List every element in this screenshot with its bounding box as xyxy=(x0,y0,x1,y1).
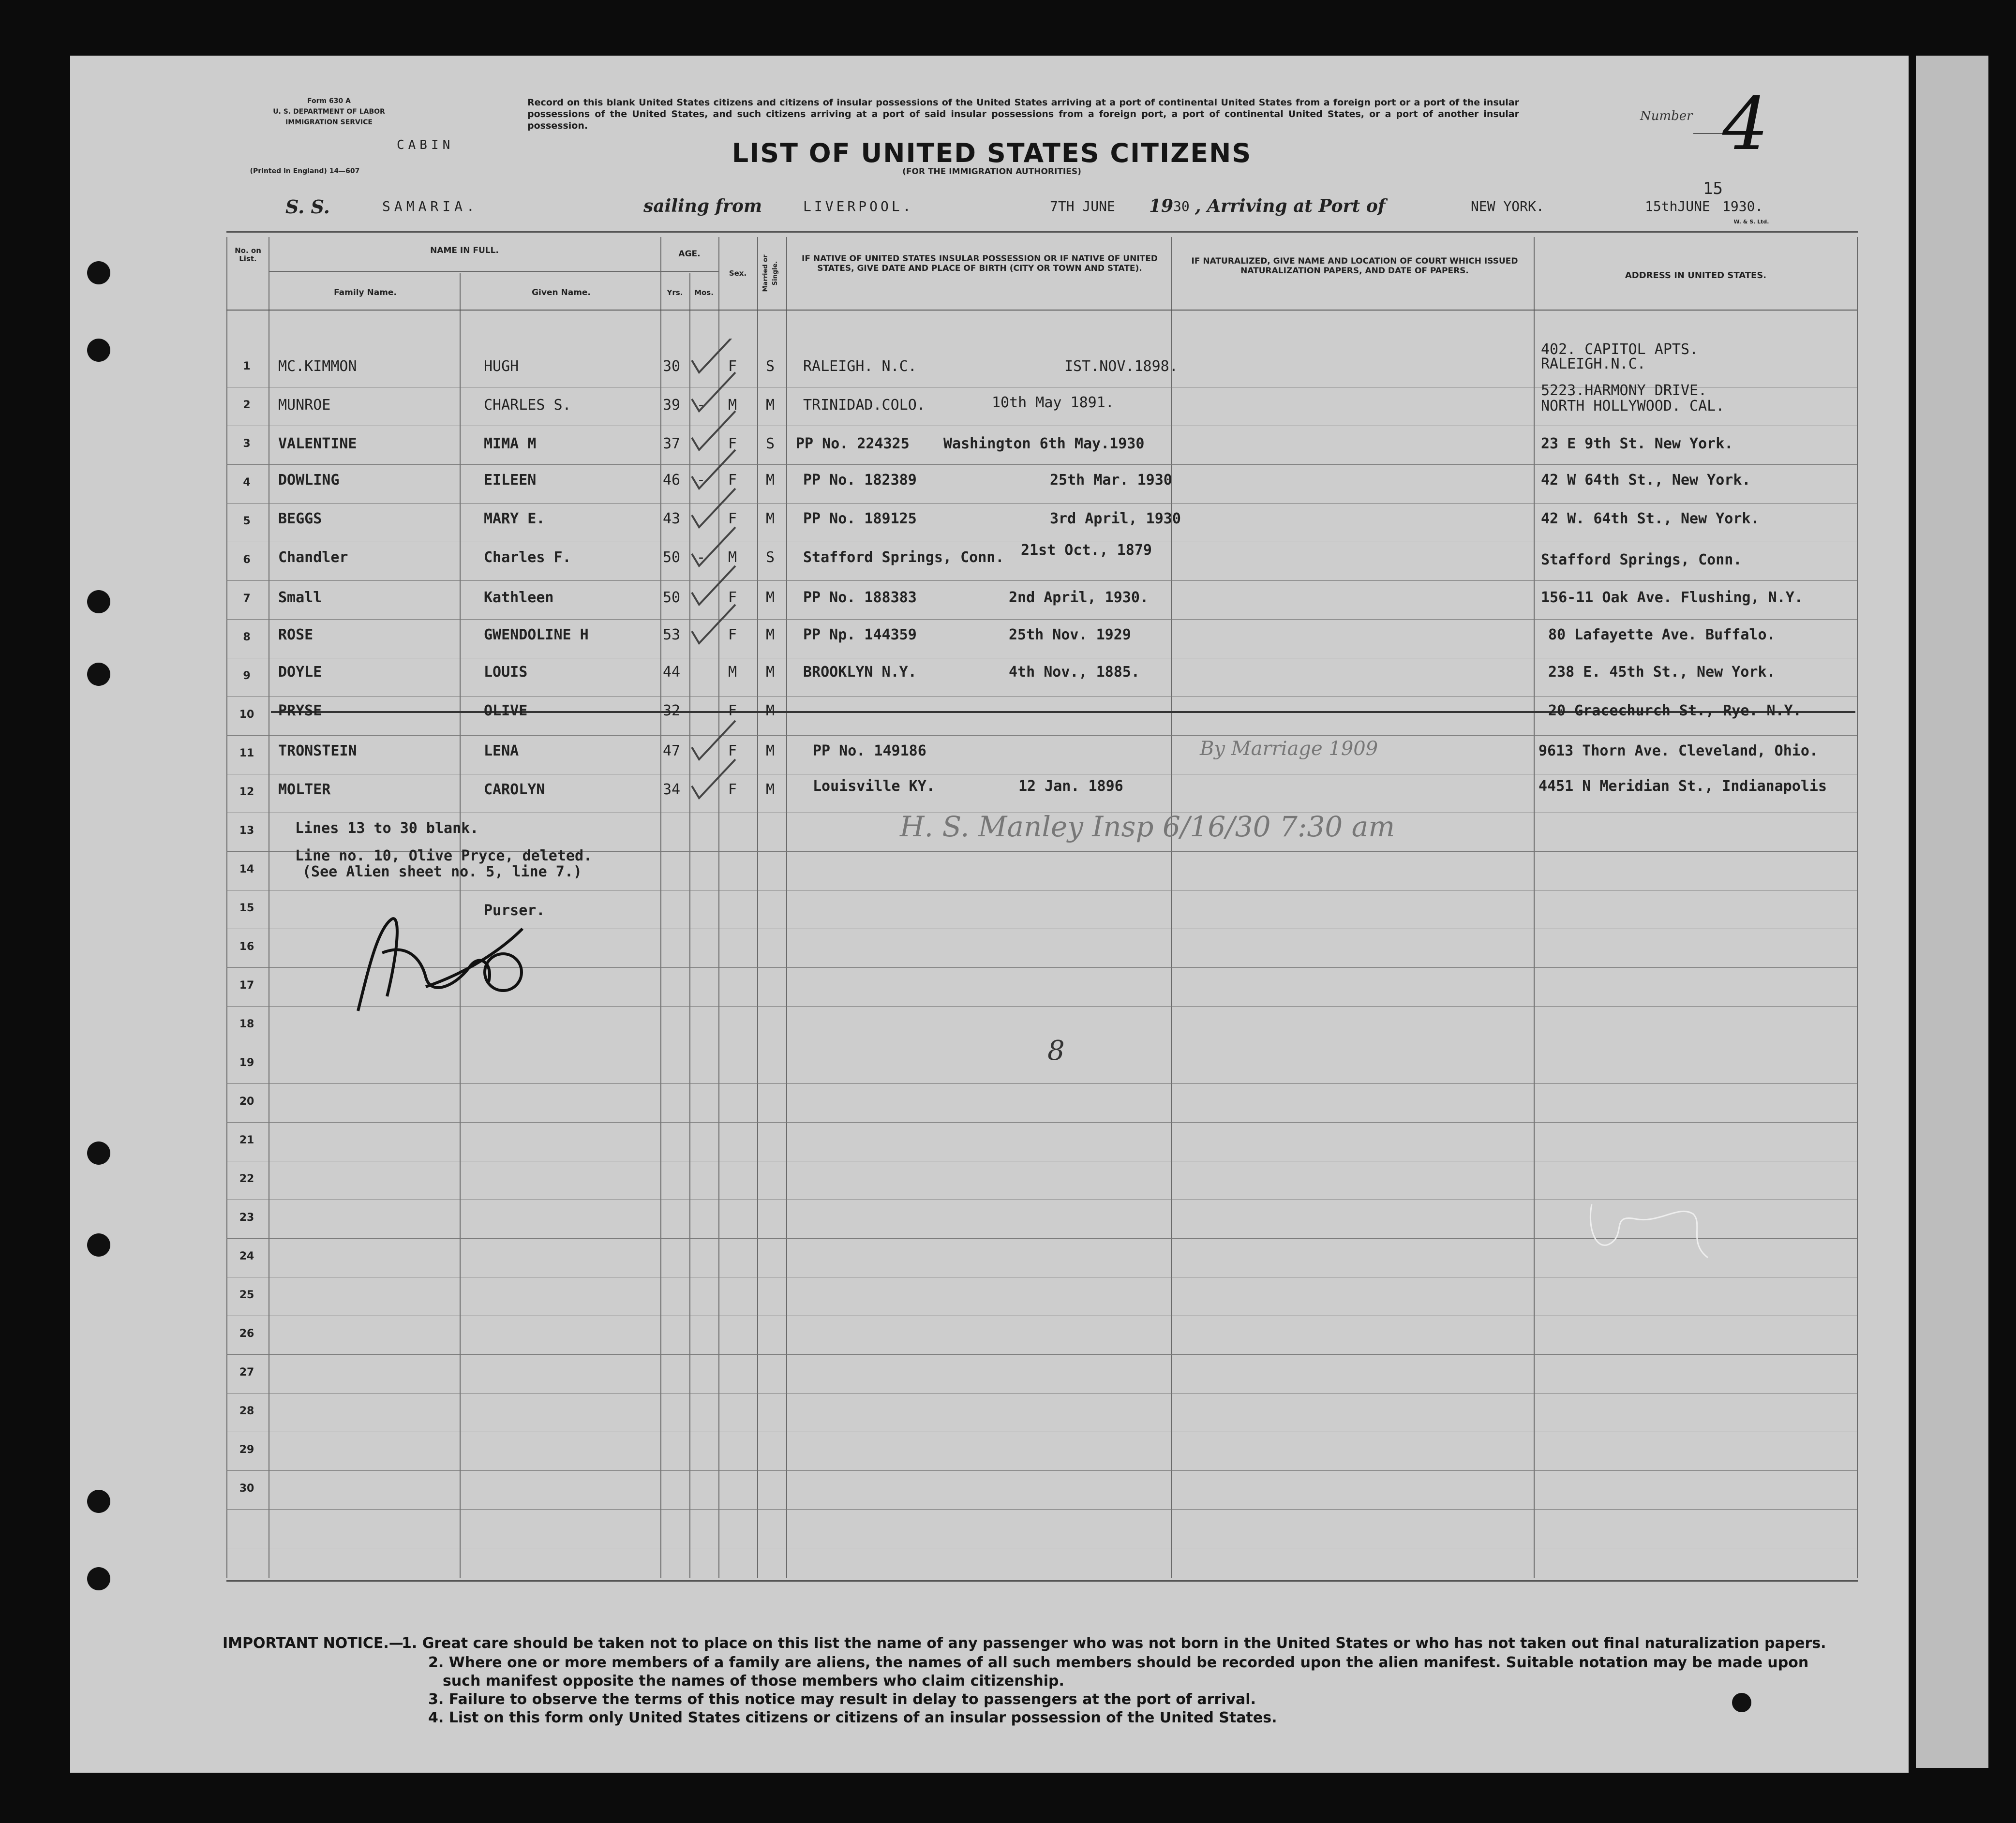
age-years: 39 xyxy=(663,397,681,414)
line-number: 28 xyxy=(239,1405,254,1417)
line-number: 19 xyxy=(239,1057,254,1069)
birth-place: PP No. 188383 xyxy=(803,589,917,606)
purser-signature xyxy=(348,900,552,1025)
sex: F xyxy=(728,472,737,489)
line-number: 25 xyxy=(239,1289,254,1301)
year-suffix: 30 xyxy=(1173,198,1190,214)
address-line-2: NORTH HOLLYWOOD. CAL. xyxy=(1541,398,1725,415)
marital-status: M xyxy=(766,742,775,759)
line-number: 7 xyxy=(243,593,251,605)
binder-hole xyxy=(87,663,110,686)
line-number: 11 xyxy=(239,747,254,759)
col-yrs: Yrs. xyxy=(667,288,683,297)
address: 9613 Thorn Ave. Cleveland, Ohio. xyxy=(1538,742,1818,759)
sex: F xyxy=(728,510,737,527)
col-native: IF NATIVE OF UNITED STATES INSULAR POSSESSION OR IF NATIVE OF UNITED STATES, GIVE DATE AND PLACE OF BIRTH (CITY OR TOWN AND STATE). xyxy=(802,254,1158,273)
address: 4451 N Meridian St., Indianapolis xyxy=(1538,778,1827,795)
given-name: LENA xyxy=(484,742,519,759)
age-months: - xyxy=(697,549,706,566)
birth-place: PP Np. 144359 xyxy=(803,626,917,643)
line-number: 4 xyxy=(243,476,251,489)
department: U. S. DEPARTMENT OF LABOR xyxy=(273,108,385,116)
birth-date: 2nd April, 1930. xyxy=(1009,589,1149,606)
notice-item-2-cont: such manifest opposite the names of those members who claim citizenship. xyxy=(443,1673,1064,1690)
given-name: MIMA M xyxy=(484,435,537,452)
marital-status: M xyxy=(766,626,775,643)
marital-status: S xyxy=(766,358,775,375)
marital-status: M xyxy=(766,397,775,414)
line-number: 2 xyxy=(243,399,251,411)
form-number: Form 630 A xyxy=(307,97,351,105)
given-name: MARY E. xyxy=(484,510,545,527)
notice-item-2: 2. Where one or more members of a family are aliens, the names of all such members should be recorded upon the alien manifest. Suitable notation may be made upon xyxy=(428,1654,1809,1671)
deletion-note: Line no. 10, Olive Pryce, deleted. xyxy=(295,847,593,864)
address: 42 W. 64th St., New York. xyxy=(1541,510,1760,527)
age-years: 34 xyxy=(663,781,681,798)
page-title: LIST OF UNITED STATES CITIZENS xyxy=(732,138,1252,168)
birth-date: 4th Nov., 1885. xyxy=(1009,664,1140,681)
ink-scribble xyxy=(1582,1185,1717,1267)
given-name: Kathleen xyxy=(484,589,554,606)
binder-hole xyxy=(87,1233,110,1257)
address: 80 Lafayette Ave. Buffalo. xyxy=(1548,626,1776,643)
col-family-name: Family Name. xyxy=(334,288,397,297)
class-label: CABIN xyxy=(397,138,454,152)
marital-status: M xyxy=(766,664,775,681)
sex: F xyxy=(728,742,737,759)
birth-place: PP No. 149186 xyxy=(813,742,926,759)
line-number: 18 xyxy=(239,1018,254,1030)
arrival-date: 15thJUNE xyxy=(1645,198,1710,214)
binder-hole xyxy=(87,1567,110,1590)
marital-status: S xyxy=(766,435,775,452)
birth-date: 12 Jan. 1896 xyxy=(1018,778,1123,795)
birth-place: Louisville KY. xyxy=(813,778,935,795)
address: 238 E. 45th St., New York. xyxy=(1548,664,1776,681)
binder-hole xyxy=(87,1141,110,1165)
birth-date: Washington 6th May.1930 xyxy=(943,435,1145,452)
address: 402. CAPITOL APTS. xyxy=(1541,341,1699,358)
arriving-label: , Arriving at Port of xyxy=(1195,196,1386,216)
age-years: 50 xyxy=(663,549,681,566)
birth-date: 21st Oct., 1879 xyxy=(1021,542,1152,559)
printed-note: (Printed in England) 14—607 xyxy=(250,167,360,175)
given-name: GWENDOLINE H xyxy=(484,626,589,643)
line-number: 24 xyxy=(239,1250,254,1262)
age-years: 53 xyxy=(663,626,681,643)
ss-label: S. S. xyxy=(285,196,330,218)
form-instructions: Record on this blank United States citizens and citizens of insular possessions of the United States arriving at a port of continental United States from a foreign port or a port of the insular possessions of the United States, and such citizens arriving at a port of said insular possessions from a foreign port, a port of continental United States, or a port of another insular possession. xyxy=(527,97,1519,131)
birth-date: 3rd April, 1930 xyxy=(1050,510,1181,527)
check-marks xyxy=(677,339,755,803)
binder-hole xyxy=(87,590,110,613)
age-years: 32 xyxy=(663,702,681,719)
address: 5223.HARMONY DRIVE. xyxy=(1541,382,1707,399)
notice-item-1: 1. Great care should be taken not to place on this list the name of any passenger who was not born in the United States or who has not taken out final naturalization papers. xyxy=(402,1635,1826,1652)
given-name: OLIVE xyxy=(484,702,528,719)
birth-place: TRINIDAD.COLO. xyxy=(803,397,926,414)
family-name: PRYSE xyxy=(278,702,322,719)
given-name: CAROLYN xyxy=(484,781,545,798)
line-number: 1 xyxy=(243,360,251,372)
birth-date: 25th Mar. 1930 xyxy=(1050,472,1172,489)
departure-port: LIVERPOOL. xyxy=(803,198,914,214)
given-name: LOUIS xyxy=(484,664,528,681)
given-name: CHARLES S. xyxy=(484,397,571,414)
header-divider xyxy=(269,271,718,272)
address: 42 W 64th St., New York. xyxy=(1541,472,1751,489)
sex: F xyxy=(728,435,737,452)
line-number: 15 xyxy=(239,902,254,914)
age-years: 43 xyxy=(663,510,681,527)
departure-date: 7TH JUNE xyxy=(1050,198,1115,214)
marital-status: M xyxy=(766,472,775,489)
col-address: ADDRESS IN UNITED STATES. xyxy=(1625,270,1767,281)
family-name: MC.KIMMON xyxy=(278,358,357,375)
line-number: 21 xyxy=(239,1134,254,1146)
marital-status: M xyxy=(766,510,775,527)
family-name: ROSE xyxy=(278,626,314,643)
blank-lines-note: Lines 13 to 30 blank. xyxy=(295,820,479,837)
address: 156-11 Oak Ave. Flushing, N.Y. xyxy=(1541,589,1803,606)
sex: F xyxy=(728,358,737,375)
binder-hole xyxy=(87,261,110,284)
family-name: MUNROE xyxy=(278,397,331,414)
address-line-2: RALEIGH.N.C. xyxy=(1541,356,1646,372)
age-years: 44 xyxy=(663,664,681,681)
col-mos: Mos. xyxy=(694,288,714,297)
arrival-day: 15 xyxy=(1703,179,1723,198)
marital-status: S xyxy=(766,549,775,566)
col-given-name: Given Name. xyxy=(532,288,591,297)
ship-name: SAMARIA. xyxy=(382,198,478,214)
sex: F xyxy=(728,781,737,798)
arrival-port: NEW YORK. xyxy=(1471,198,1544,214)
notice-item-4: 4. List on this form only United States citizens or citizens of an insular possession of the United States. xyxy=(428,1709,1277,1726)
inspector-annotation: H. S. Manley Insp 6/16/30 7:30 am xyxy=(900,810,1395,843)
header-bottom xyxy=(226,310,1857,311)
line-number: 13 xyxy=(239,825,254,837)
page-mark: 8 xyxy=(1047,1035,1065,1067)
service: IMMIGRATION SERVICE xyxy=(285,119,373,126)
line-number: 22 xyxy=(239,1173,254,1185)
line-number: 3 xyxy=(243,438,251,450)
given-name: HUGH xyxy=(484,358,519,375)
marital-status: M xyxy=(766,781,775,798)
marital-status: M xyxy=(766,702,775,719)
birth-place: RALEIGH. N.C. xyxy=(803,358,917,375)
line-number: 6 xyxy=(243,554,251,566)
line-number: 10 xyxy=(239,709,254,721)
col-no: No. on List. xyxy=(235,246,261,263)
age-years: 37 xyxy=(663,435,681,452)
family-name: MOLTER xyxy=(278,781,331,798)
line-number: 8 xyxy=(243,631,251,643)
line-number: 17 xyxy=(239,979,254,992)
page-edge xyxy=(1916,56,1988,1768)
sex: M xyxy=(728,397,737,414)
sex: M xyxy=(728,664,737,681)
family-name: BEGGS xyxy=(278,510,322,527)
arrival-year: 1930. xyxy=(1722,198,1763,214)
year-prefix: 19 xyxy=(1149,196,1174,216)
sailing-label: sailing from xyxy=(643,196,762,216)
line-number: 29 xyxy=(239,1444,254,1456)
notice-heading: IMPORTANT NOTICE.— xyxy=(223,1635,403,1652)
line-number: 16 xyxy=(239,941,254,953)
col-sex: Sex. xyxy=(729,269,747,278)
birth-date: IST.NOV.1898. xyxy=(1064,358,1178,375)
line-number: 14 xyxy=(239,863,254,875)
given-name: EILEEN xyxy=(484,472,537,489)
purser-title: Purser. xyxy=(484,902,545,919)
birth-place: PP No. 189125 xyxy=(803,510,917,527)
line-number: 27 xyxy=(239,1366,254,1378)
address: 20 Gracechurch St., Rye. N.Y. xyxy=(1548,702,1802,719)
sex: M xyxy=(728,549,737,566)
age-years: 50 xyxy=(663,589,681,606)
line-number: 5 xyxy=(243,515,251,527)
line-number: 26 xyxy=(239,1328,254,1340)
line-number: 30 xyxy=(239,1482,254,1495)
notice-item-3: 3. Failure to observe the terms of this notice may result in delay to passengers at the port of arrival. xyxy=(428,1691,1256,1708)
marital-status: M xyxy=(766,589,775,606)
family-name: DOWLING xyxy=(278,472,340,489)
birth-date: 25th Nov. 1929 xyxy=(1009,626,1131,643)
ink-blot xyxy=(1732,1693,1751,1712)
sex: F xyxy=(728,589,737,606)
given-name: Charles F. xyxy=(484,549,571,566)
col-age: AGE. xyxy=(678,249,701,259)
family-name: DOYLE xyxy=(278,664,322,681)
binder-hole xyxy=(87,339,110,362)
line-number: 20 xyxy=(239,1096,254,1108)
col-name-in-full: NAME IN FULL. xyxy=(430,246,499,255)
age-years: 30 xyxy=(663,358,681,375)
family-name: Chandler xyxy=(278,549,348,566)
col-married-single: Married or Single. xyxy=(762,254,779,292)
printer-mark: W. & S. Ltd. xyxy=(1733,219,1769,225)
family-name: TRONSTEIN xyxy=(278,742,357,759)
number-label: Number xyxy=(1640,109,1693,123)
age-months: - xyxy=(697,472,706,489)
birth-place: BROOKLYN N.Y. xyxy=(803,664,917,681)
address: 23 E 9th St. New York. xyxy=(1541,435,1733,452)
age-years: 46 xyxy=(663,472,681,489)
sex: F xyxy=(728,702,737,719)
birth-place: Stafford Springs, Conn. xyxy=(803,549,1004,566)
page-subtitle: (FOR THE IMMIGRATION AUTHORITIES) xyxy=(902,167,1081,177)
address: Stafford Springs, Conn. xyxy=(1541,551,1742,568)
col-naturalized: IF NATURALIZED, GIVE NAME AND LOCATION OF COURT WHICH ISSUED NATURALIZATION PAPERS, AND DATE OF PAPERS. xyxy=(1191,256,1518,276)
family-name: VALENTINE xyxy=(278,435,357,452)
line-number: 9 xyxy=(243,670,251,682)
birth-date: 10th May 1891. xyxy=(992,394,1114,411)
list-number: 4 xyxy=(1722,82,1769,166)
binder-hole xyxy=(87,1490,110,1513)
naturalization: By Marriage 1909 xyxy=(1200,738,1378,760)
birth-place: PP No. 182389 xyxy=(803,472,917,489)
age-years: 47 xyxy=(663,742,681,759)
line-number: 23 xyxy=(239,1212,254,1224)
age-months: - xyxy=(697,397,706,414)
line-number: 12 xyxy=(239,786,254,798)
alien-sheet-reference: (See Alien sheet no. 5, line 7.) xyxy=(302,863,582,880)
birth-place: PP No. 224325 xyxy=(796,435,910,452)
family-name: Small xyxy=(278,589,322,606)
sex: F xyxy=(728,626,737,643)
